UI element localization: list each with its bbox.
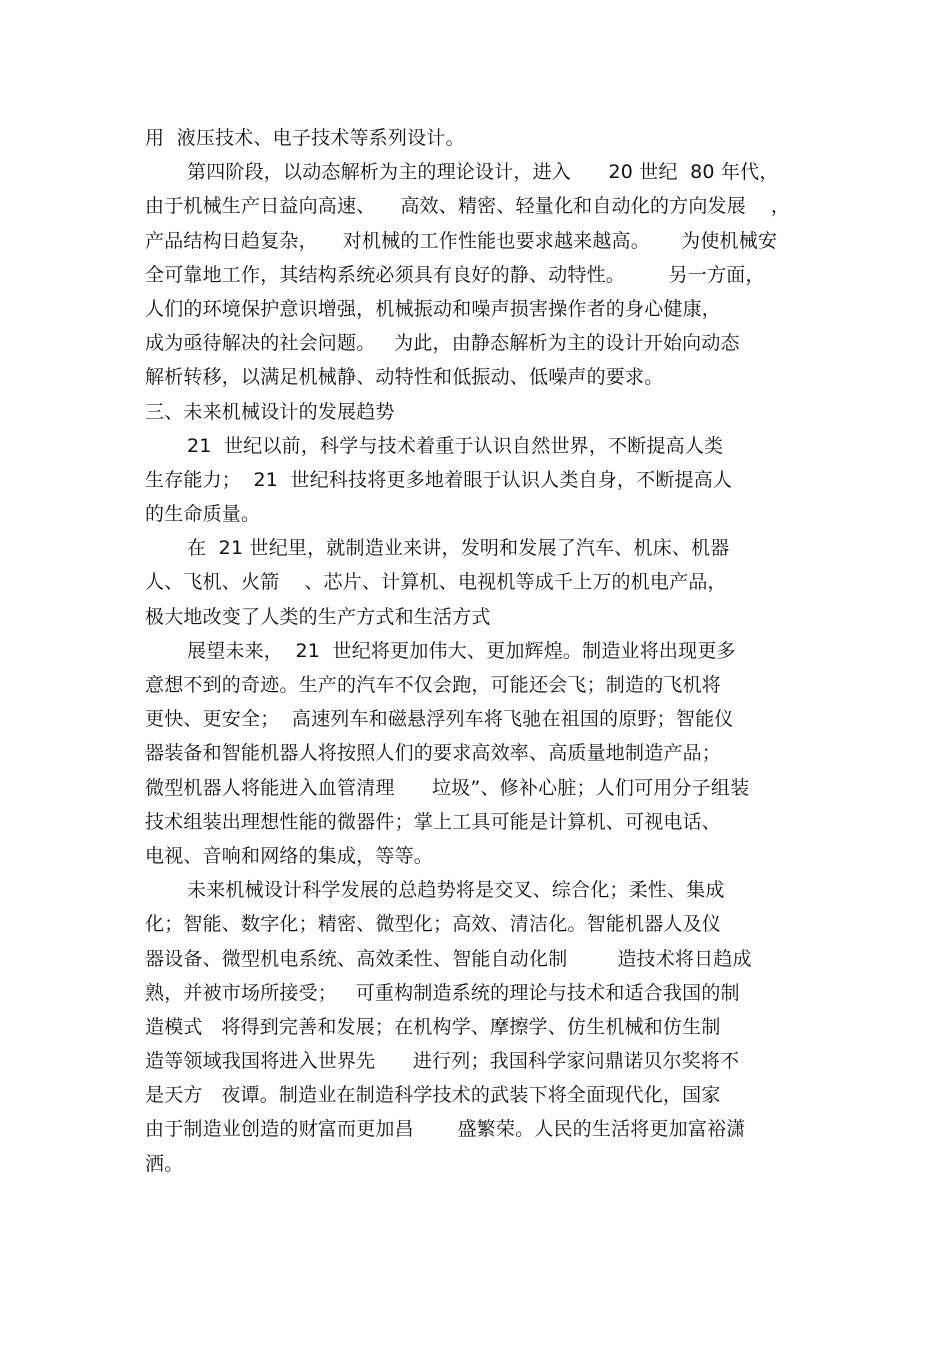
text-line: 是天方 夜谭。制造业在制造科学技术的武装下将全面现代化，国家 (145, 1084, 721, 1107)
text-line: 造等领域我国将进入世界先 进行列；我国科学家问鼎诺贝尔奖将不 (145, 1050, 740, 1073)
text-line: 微型机器人将能进入血管清理 垃圾”、修补心脏；人们可用分子组装 (145, 776, 750, 799)
text-line: 洒。 (145, 1152, 184, 1175)
text-line: 全可靠地工作，其结构系统必须具有良好的静、动特性。 另一方面， (145, 263, 765, 286)
text-line: 由于制造业创造的财富而更加昌 盛繁荣。人民的生活将更加富裕潇 (145, 1118, 746, 1141)
text-line: 器装备和智能机器人将按照人们的要求高效率、高质量地制造产品； (145, 742, 722, 765)
text-line: 人、飞机、火箭 、芯片、计算机、电视机等成千上万的机电产品， (145, 571, 727, 594)
text-line: 解析转移，以满足机械静、动特性和低振动、低噪声的要求。 (145, 366, 664, 389)
text-line: 成为亟待解决的社会问题。 为此，由静态解析为主的设计开始向动态 (145, 332, 740, 355)
text-line: 三、未来机械设计的发展趋势 (145, 400, 395, 423)
text-line: 电视、音响和网络的集成，等等。 (145, 844, 434, 867)
text-line: 未来机械设计科学发展的总趋势将是交叉、综合化；柔性、集成 (187, 879, 725, 902)
text-line: 展望未来， 21 世纪将更加伟大、更加辉煌。制造业将出现更多 (187, 639, 736, 662)
text-line: 的生命质量。 (145, 503, 261, 526)
text-line: 21 世纪以前，科学与技术着重于认识自然世界，不断提高人类 (187, 434, 724, 457)
text-line: 熟，并被市场所接受； 可重构制造系统的理论与技术和适合我国的制 (145, 981, 740, 1004)
text-line: 用 液压技术、电子技术等系列设计。 (145, 127, 465, 149)
text-line: 由于机械生产日益向高速、 高效、精密、轻量化和自动化的方向发展 ， (145, 195, 791, 218)
text-line: 产品结构日趋复杂， 对机械的工作性能也要求越来越高。 为使机械安 (145, 229, 778, 252)
text-line: 技术组装出理想性能的微器件；掌上工具可能是计算机、可视电话、 (145, 810, 722, 833)
text-line: 更快、更安全； 高速列车和磁悬浮列车将飞驰在祖国的原野；智能仪 (145, 708, 734, 731)
text-line: 在 21 世纪里，就制造业来讲，发明和发展了汽车、机床、机器 (187, 537, 730, 560)
text-line: 造模式 将得到完善和发展；在机构学、摩擦学、仿生机械和仿生制 (145, 1015, 721, 1038)
text-line: 第四阶段，以动态解析为主的理论设计，进入 20 世纪 80 年代， (187, 161, 779, 184)
text-line: 生存能力； 21 世纪科技将更多地着眼于认识人类自身，不断提高人 (145, 468, 733, 491)
text-line: 器设备、微型机电系统、高效柔性、智能自动化制 造技术将日趋成 (145, 947, 752, 970)
body-text (145, 121, 825, 1181)
text-line: 化；智能、数字化；精密、微型化；高效、清洁化。智能机器人及仪 (145, 913, 722, 936)
text-line: 人们的环境保护意识增强，机械振动和噪声损害操作者的身心健康， (145, 297, 722, 320)
text-line: 意想不到的奇迹。生产的汽车不仅会跑，可能还会飞；制造的飞机将 (145, 674, 722, 696)
text-line: 极大地改变了人类的生产方式和生活方式 (145, 605, 491, 628)
